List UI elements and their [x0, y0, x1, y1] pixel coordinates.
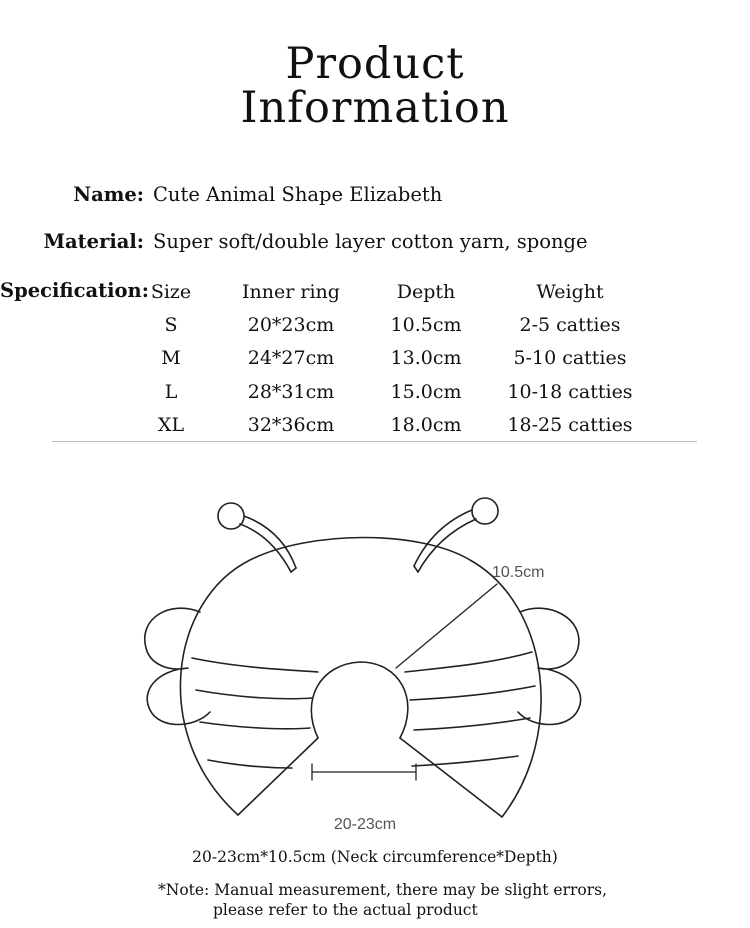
table-cell: M [161, 347, 181, 369]
collar-body [180, 538, 541, 818]
depth-measure-line [396, 584, 497, 668]
table-cell: 15.0cm [390, 381, 462, 403]
table-cell: 24*27cm [247, 347, 335, 369]
table-header-inner-ring: Inner ring [242, 281, 340, 303]
material-label: Material: [43, 230, 144, 253]
table-cell: 13.0cm [390, 347, 462, 369]
table-cell: 10.5cm [390, 314, 462, 336]
width-label: 20-23cm [333, 816, 397, 833]
page-title-line-1: Product [285, 39, 465, 89]
table-cell: 18-25 catties [507, 414, 633, 436]
table-cell: L [164, 381, 178, 403]
table-cell: XL [157, 414, 185, 436]
material-value: Super soft/double layer cotton yarn, sponge [153, 230, 588, 253]
table-cell: 32*36cm [247, 414, 335, 436]
table-cell: 20*23cm [247, 314, 335, 336]
name-label: Name: [73, 183, 144, 206]
specification-label: Specification: [0, 279, 149, 302]
page-title-line-2: Information [240, 83, 510, 133]
table-cell: S [164, 314, 178, 336]
table-cell: 18.0cm [390, 414, 462, 436]
left-wing [145, 608, 210, 724]
diagram-caption: 20-23cm*10.5cm (Neck circumference*Depth) [192, 848, 558, 866]
table-header-size: Size [150, 281, 192, 303]
bee-collar-diagram [0, 460, 750, 845]
table-cell: 28*31cm [247, 381, 335, 403]
right-antenna [414, 498, 498, 572]
name-value: Cute Animal Shape Elizabeth [153, 183, 443, 206]
left-antenna [218, 503, 296, 572]
neck-opening [311, 662, 408, 738]
divider [52, 441, 697, 442]
note-line-1: *Note: Manual measurement, there may be slight errors, [158, 881, 608, 899]
width-measure [312, 764, 416, 780]
table-cell: 5-10 catties [513, 347, 627, 369]
table-header-weight: Weight [536, 281, 604, 303]
note-line-2: please refer to the actual product [213, 901, 478, 919]
table-header-depth: Depth [396, 281, 456, 303]
table-cell: 2-5 catties [519, 314, 621, 336]
table-cell: 10-18 catties [507, 381, 633, 403]
depth-label: 10.5cm [492, 564, 545, 581]
